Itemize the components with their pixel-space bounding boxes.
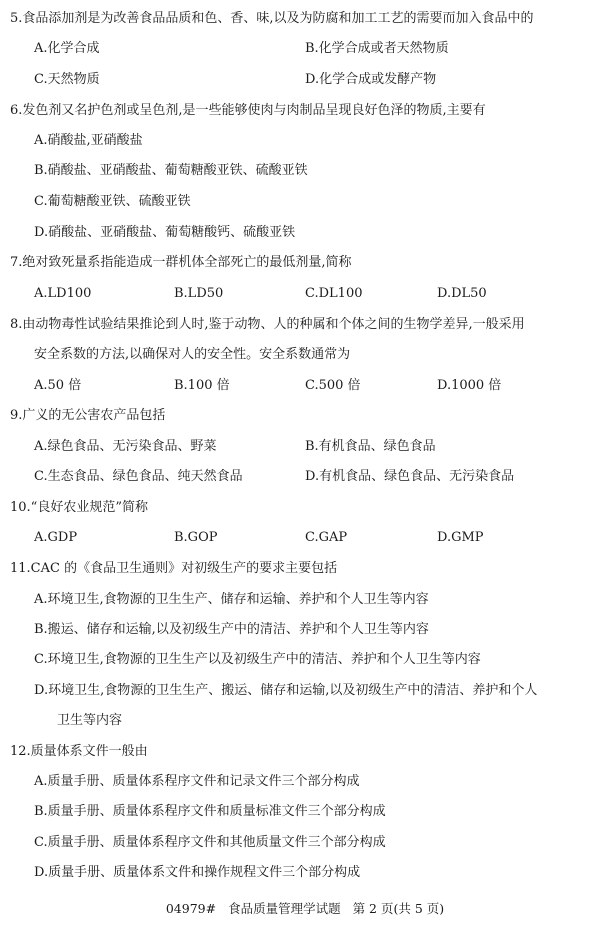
option-d: D.化学合成或发酵产物 xyxy=(305,72,437,87)
option-b: B.化学合成或者天然物质 xyxy=(305,41,449,56)
option-b: B.LD50 xyxy=(174,286,224,301)
option-b: B.100 倍 xyxy=(174,378,230,393)
question-stem: 10.“良好农业规范”简称 xyxy=(10,500,148,515)
option-c: C.生态食品、绿色食品、纯天然食品 xyxy=(34,469,243,484)
option-b: B.有机食品、绿色食品 xyxy=(305,439,436,454)
option-c: C.环境卫生,食物源的卫生生产以及初级生产中的清洁、养护和个人卫生等内容 xyxy=(34,652,481,667)
option-c: C.葡萄糖酸亚铁、硫酸亚铁 xyxy=(34,194,191,209)
option-c: C.DL100 xyxy=(305,286,363,301)
option-c: C.500 倍 xyxy=(305,378,361,393)
option-a: A.50 倍 xyxy=(34,378,82,393)
option-a: A.GDP xyxy=(34,530,78,545)
option-d: D.DL50 xyxy=(437,286,487,301)
exam-code: 04979# xyxy=(165,901,217,916)
page-footer xyxy=(0,900,610,918)
option-b: B.搬运、储存和运输,以及初级生产中的清洁、养护和个人卫生等内容 xyxy=(34,622,429,637)
option-a: A.化学合成 xyxy=(34,41,100,56)
question-stem: 7.绝对致死量系指能造成一群机体全部死亡的最低剂量,简称 xyxy=(10,255,352,270)
question-stem: 6.发色剂又名护色剂或呈色剂,是一些能够使肉与肉制品呈现良好色泽的物质,主要有 xyxy=(10,103,486,118)
option-a: A.硝酸盐,亚硝酸盐 xyxy=(34,133,143,148)
option-d: D.1000 倍 xyxy=(437,378,502,393)
option-b: B.GOP xyxy=(174,530,218,545)
option-d: D.GMP xyxy=(437,530,484,545)
question-stem: 8.由动物毒性试验结果推论到人时,鉴于动物、人的种属和个体之间的生物学差异,一般采用 xyxy=(10,317,525,332)
option-d-continued: 卫生等内容 xyxy=(57,713,123,728)
option-b: B.质量手册、质量体系程序文件和质量标准文件三个部分构成 xyxy=(34,804,386,819)
question-stem: 12.质量体系文件一般由 xyxy=(10,744,148,759)
option-b: B.硝酸盐、亚硝酸盐、葡萄糖酸亚铁、硫酸亚铁 xyxy=(34,163,308,178)
page-number: 第 2 页(共 5 页) xyxy=(352,901,445,916)
question-stem: 11.CAC 的《食品卫生通则》对初级生产的要求主要包括 xyxy=(10,561,338,576)
option-c: C.质量手册、质量体系程序文件和其他质量文件三个部分构成 xyxy=(34,835,386,850)
option-a: A.LD100 xyxy=(34,286,92,301)
question-stem-continued: 安全系数的方法,以确保对人的安全性。安全系数通常为 xyxy=(34,347,351,362)
option-d: D.质量手册、质量体系文件和操作规程文件三个部分构成 xyxy=(34,865,361,880)
exam-title: 食品质量管理学试题 xyxy=(228,901,341,916)
option-a: A.环境卫生,食物源的卫生生产、储存和运输、养护和个人卫生等内容 xyxy=(34,592,429,607)
question-stem: 5.食品添加剂是为改善食品品质和色、香、味,以及为防腐和加工工艺的需要而加入食品中的 xyxy=(10,11,534,26)
option-c: C.GAP xyxy=(305,530,348,545)
option-d: D.环境卫生,食物源的卫生生产、搬运、储存和运输,以及初级生产中的清洁、养护和个人 xyxy=(34,683,538,698)
question-stem: 9.广义的无公害农产品包括 xyxy=(10,408,166,423)
option-c: C.天然物质 xyxy=(34,72,100,87)
option-d: D.硝酸盐、亚硝酸盐、葡萄糖酸钙、硫酸亚铁 xyxy=(34,225,296,240)
option-a: A.质量手册、质量体系程序文件和记录文件三个部分构成 xyxy=(34,774,360,789)
option-d: D.有机食品、绿色食品、无污染食品 xyxy=(305,469,515,484)
option-a: A.绿色食品、无污染食品、野菜 xyxy=(34,439,217,454)
